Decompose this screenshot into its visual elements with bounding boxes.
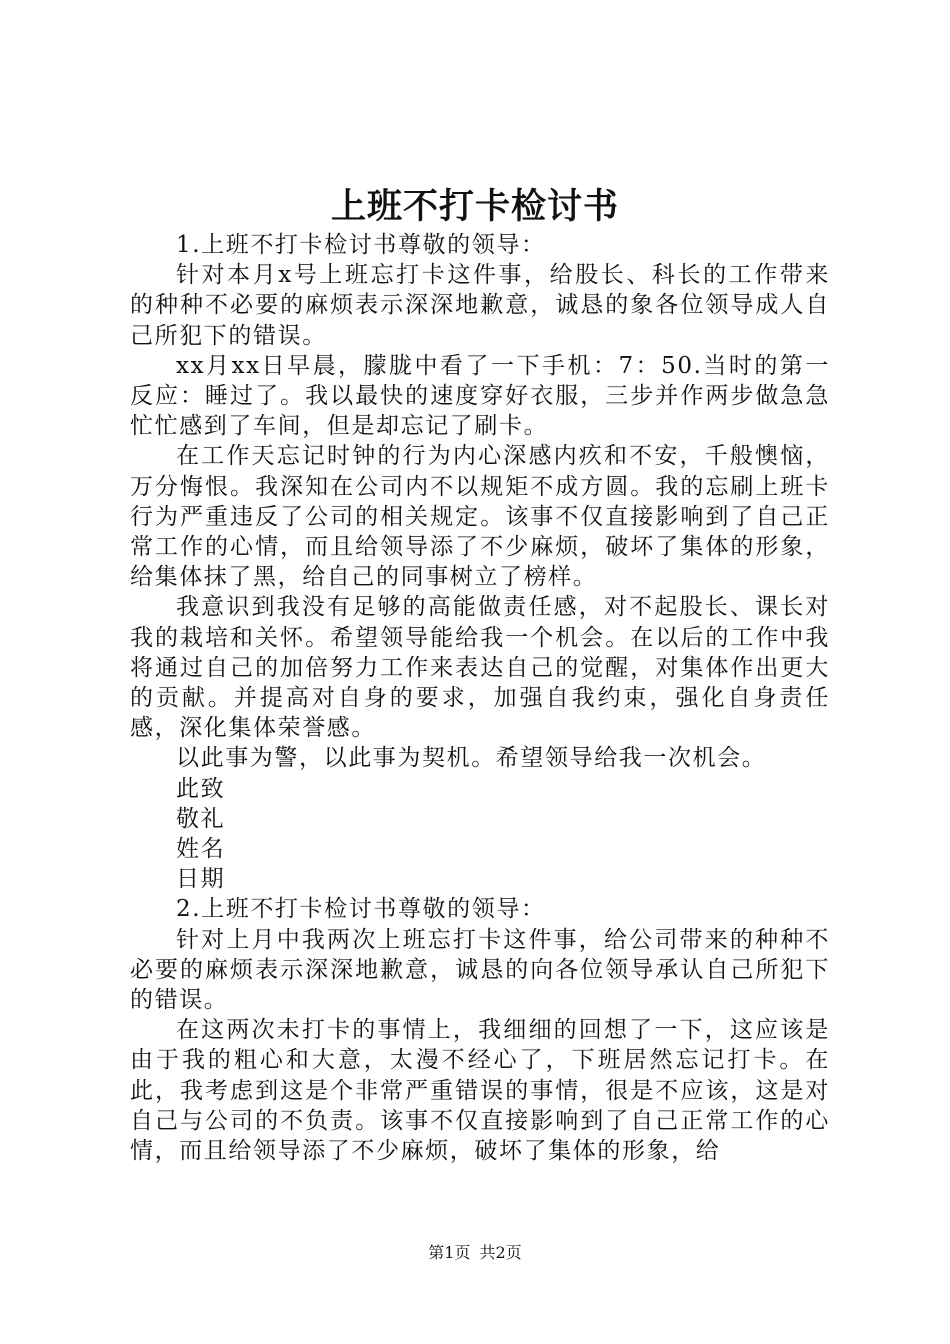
document-body [130,230,830,1166]
paragraph-8: 针对上月中我两次上班忘打卡这件事，给公司带来的种种不必要的麻烦表示深深地歉意，诚恳的向各位领导承认自己所犯下的错误。 [130,926,830,1014]
closing-line-4: 日期 [176,866,226,893]
paragraph-9: 在这两次未打卡的事情上，我细细的回想了一下，这应该是由于我的粗心和大意，太漫不经心了，下班居然忘记打卡。在此，我考虑到这是个非常严重错误的事情，很是不应该，这是对自己与公司的不负责。该事不仅直接影响到了自己正常工作的心情，而且给领导添了不少麻烦，破坏了集体的形象，给 [130,1017,830,1165]
paragraph-6: 以此事为警，以此事为契机。希望领导给我一次机会。 [176,745,767,772]
document-title: 上班不打卡检讨书 [330,186,619,227]
page-footer: 第1页 共2页 [428,1243,522,1262]
closing-line-2: 敬礼 [176,805,226,832]
paragraph-7: 2.上班不打卡检讨书尊敬的领导： [176,896,546,923]
closing-line-1: 此致 [176,775,226,802]
paragraph-2: 针对本月x号上班忘打卡这件事，给股长、科长的工作带来的种种不必要的麻烦表示深深地歉意，诚恳的象各位领导成人自己所犯下的错误。 [130,262,830,349]
paragraph-4: 在工作天忘记时钟的行为内心深感内疚和不安，千般懊恼，万分悔恨。我深知在公司内不以规矩不成方圆。我的忘刷上班卡行为严重违反了公司的相关规定。该事不仅直接影响到了自己正常工作的心情，而且给领导添了不少麻烦，破坏了集体的形象，给集体抹了黑，给自己的同事树立了榜样。 [130,443,830,591]
paragraph-1: 1.上班不打卡检讨书尊敬的领导： [176,232,546,258]
paragraph-3: xx月xx日早晨，朦胧中看了一下手机：7：50.当时的第一反应：睡过了。我以最快的速度穿好衣服，三步并作两步做急急忙忙感到了车间，但是却忘记了刷卡。 [130,352,830,440]
closing-line-3: 姓名 [176,836,226,863]
paragraph-5: 我意识到我没有足够的高能做责任感，对不起股长、课长对我的栽培和关怀。希望领导能给我一个机会。在以后的工作中我将通过自己的加倍努力工作来表达自己的觉醒，对集体作出更大的贡献。并提高对自身的要求，加强自我约束，强化自身责任感，深化集体荣誉感。 [130,594,830,742]
